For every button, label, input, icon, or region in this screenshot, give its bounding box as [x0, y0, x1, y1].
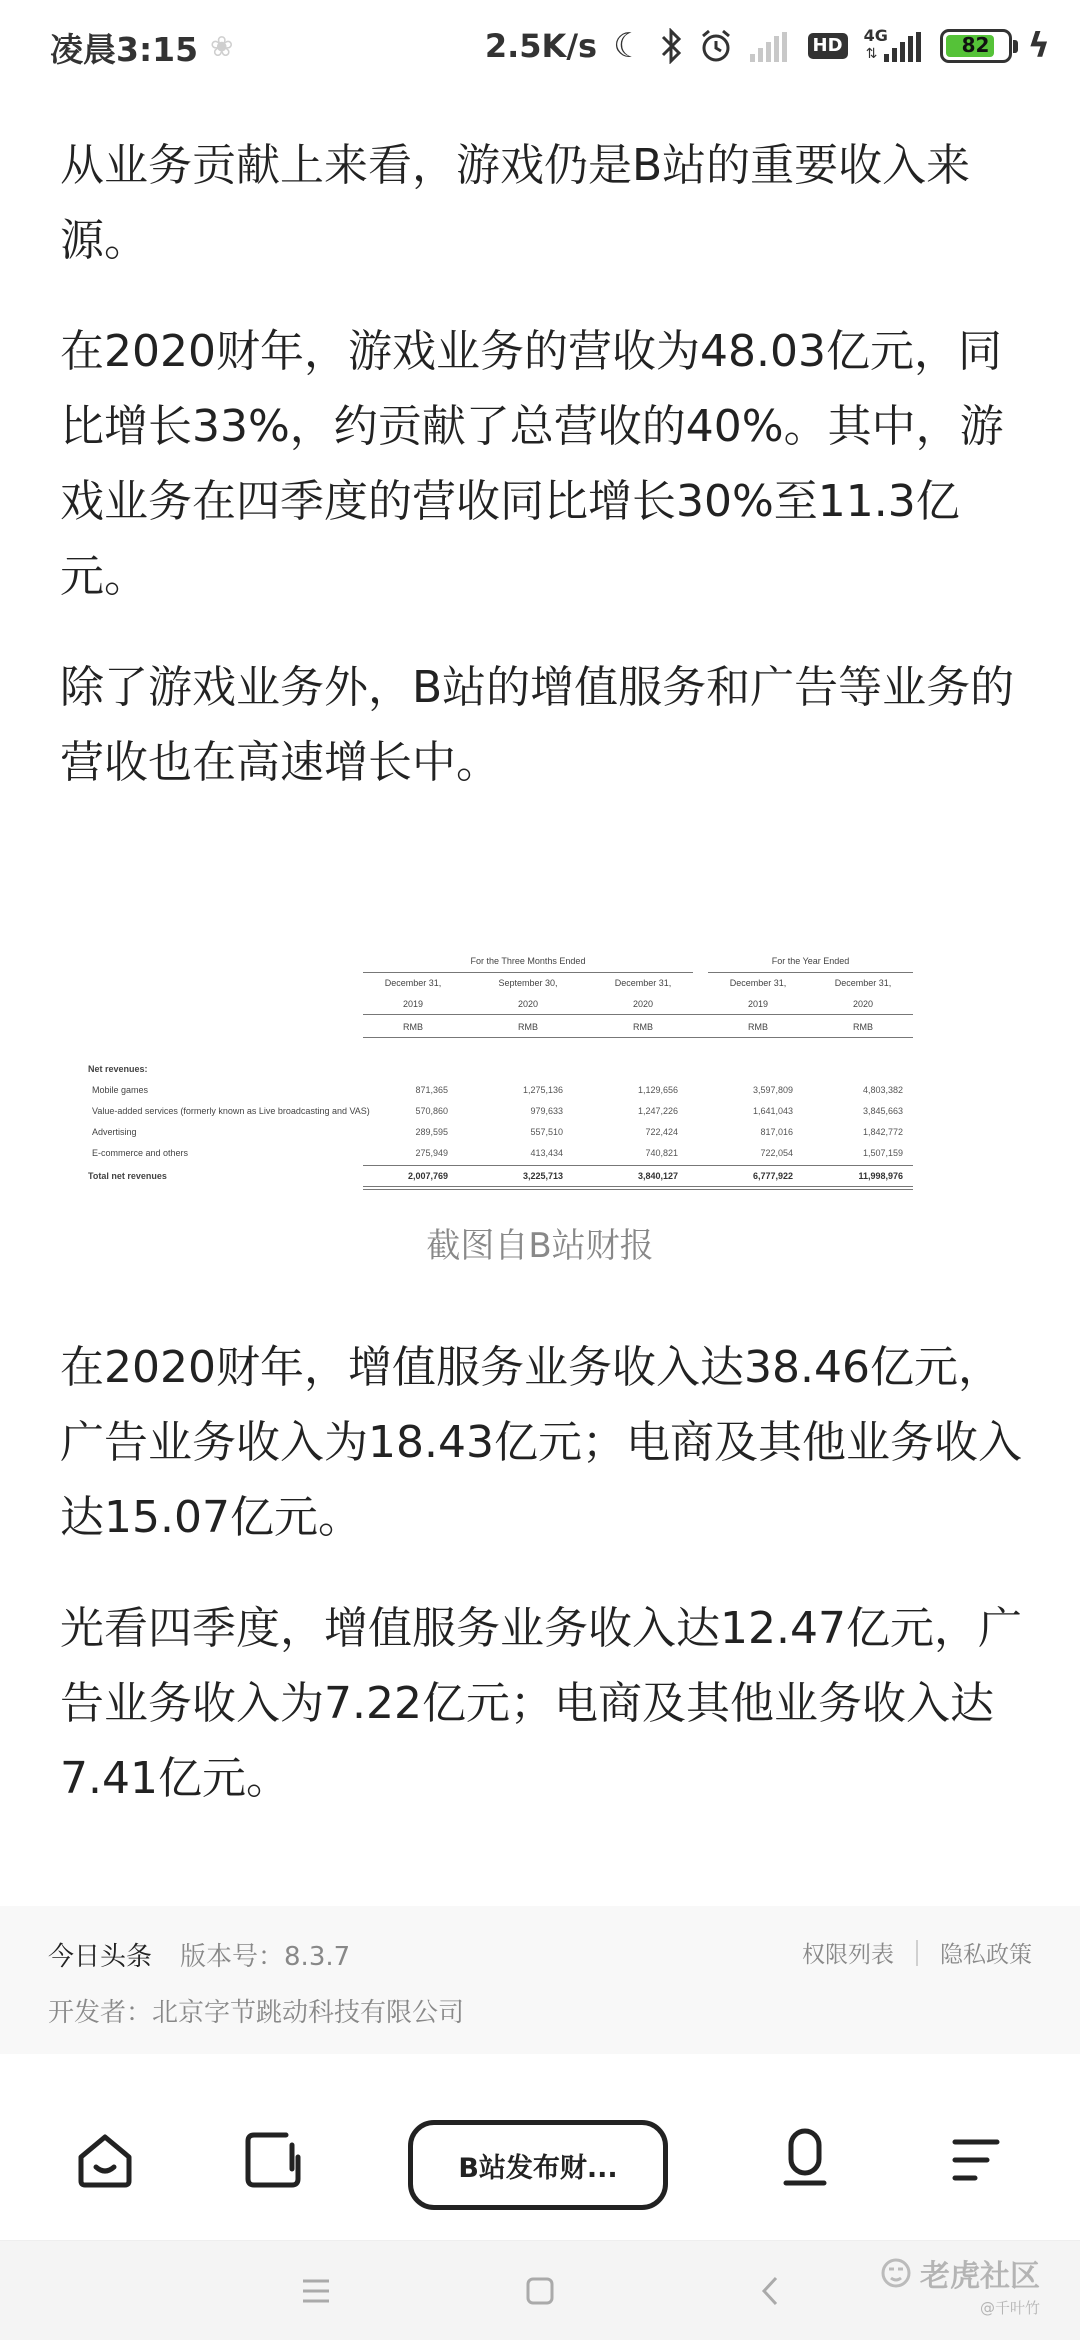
- watermark-brand: 老虎社区: [920, 2259, 1040, 2294]
- search-bar[interactable]: B站发布财...: [408, 2120, 668, 2210]
- table-cell: 3,597,809: [752, 1085, 793, 1095]
- column-unit: RMB: [403, 1022, 423, 1032]
- privacy-link[interactable]: 隐私政策: [940, 1942, 1032, 1968]
- article-paragraph: 在2020财年，游戏业务的营收为48.03亿元，同比增长33%，约贡献了总营收的40%。其中，游戏业务在四季度的营收同比增长30%至11.3亿元。: [60, 326, 1004, 602]
- menu-icon: [947, 2135, 1003, 2185]
- watermark-author: @千叶竹: [979, 2299, 1040, 2317]
- battery-icon: [940, 29, 1012, 63]
- table-cell: 4,803,382: [862, 1085, 903, 1095]
- column-unit: RMB: [748, 1022, 768, 1032]
- network-speed: 2.5K/s: [484, 27, 598, 65]
- table-cell: 289,595: [415, 1127, 448, 1137]
- table-row-label: Advertising: [92, 1127, 137, 1137]
- status-time: 凌晨3:15: [50, 30, 199, 69]
- total-row-label: Total net revenues: [88, 1171, 167, 1181]
- signal-empty-icon: [750, 26, 792, 66]
- column-year: 2020: [517, 999, 539, 1009]
- table-cell: 1,129,656: [637, 1085, 678, 1095]
- status-indicators: [485, 20, 1050, 72]
- column-date: December 31,: [614, 978, 672, 988]
- hd-icon: HD: [808, 33, 848, 59]
- alarm-icon: [698, 28, 734, 64]
- home-square-icon: [525, 2276, 555, 2306]
- table-row-label: Value-added services (formerly known as Live broadcasting and VAS): [92, 1106, 370, 1116]
- back-icon: [758, 2275, 782, 2307]
- column-unit: RMB: [518, 1022, 538, 1032]
- tabs-icon: [242, 2129, 304, 2191]
- recents-button[interactable]: [286, 2265, 346, 2317]
- network-type: 4G: [863, 26, 888, 45]
- charging-icon: ϟ: [1027, 26, 1050, 66]
- article-paragraph: 在2020财年，增值服务业务收入达38.46亿元，广告业务收入为18.43亿元；电商及其他业务收入达15.07亿元。: [60, 1342, 1022, 1543]
- section-label: Net revenues:: [88, 1064, 148, 1074]
- home-icon: [74, 2129, 136, 2191]
- table-cell: 570,860: [415, 1106, 448, 1116]
- status-bar: [0, 0, 1080, 92]
- moon-icon: ☾: [613, 26, 644, 66]
- article-body: [60, 128, 1030, 836]
- column-date: December 31,: [834, 978, 892, 988]
- table-cell: 3,225,713: [522, 1171, 563, 1181]
- system-nav-bar: [0, 2240, 1080, 2340]
- column-year: 2020: [632, 999, 654, 1009]
- table-row-label: Mobile games: [92, 1085, 149, 1095]
- table-cell: 6,777,922: [752, 1171, 793, 1181]
- table-row-label: E-commerce and others: [92, 1148, 189, 1158]
- table-cell: 3,845,663: [862, 1106, 903, 1116]
- column-unit: RMB: [853, 1022, 873, 1032]
- table-cell: 722,424: [645, 1127, 678, 1137]
- column-year: 2019: [402, 999, 424, 1009]
- home-button[interactable]: [63, 2118, 147, 2202]
- app-name: 今日头条: [48, 1942, 153, 1972]
- column-year: 2020: [852, 999, 874, 1009]
- back-button[interactable]: [740, 2265, 800, 2317]
- table-cell: 275,949: [415, 1148, 448, 1158]
- app-version: 版本号：8.3.7: [180, 1942, 351, 1972]
- article-paragraph: 除了游戏业务外，B站的增值服务和广告等业务的营收也在高速增长中。: [60, 662, 1015, 788]
- tiger-logo-icon: [880, 2257, 912, 2289]
- group-header: For the Three Months Ended: [470, 956, 586, 966]
- mic-icon: [780, 2127, 830, 2193]
- tabs-button[interactable]: [231, 2118, 315, 2202]
- bluetooth-icon: [660, 28, 682, 64]
- column-unit: RMB: [633, 1022, 653, 1032]
- revenue-table-image[interactable]: [78, 942, 1013, 1200]
- table-cell: 817,016: [760, 1127, 793, 1137]
- divider: [916, 1940, 918, 1966]
- table-cell: 740,821: [645, 1148, 678, 1158]
- bottom-toolbar: [0, 2070, 1080, 2260]
- column-date: September 30,: [498, 978, 558, 988]
- menu-button[interactable]: [933, 2118, 1017, 2202]
- table-cell: 1,275,136: [522, 1085, 563, 1095]
- table-cell: 722,054: [760, 1148, 793, 1158]
- battery-level: 82: [961, 33, 990, 57]
- flower-icon: ❀: [210, 30, 234, 63]
- table-cell: 2,007,769: [407, 1171, 448, 1181]
- home-nav-button[interactable]: [510, 2265, 570, 2317]
- table-cell: 871,365: [415, 1085, 448, 1095]
- permissions-link[interactable]: 权限列表: [802, 1942, 894, 1968]
- table-cell: 1,247,226: [637, 1106, 678, 1116]
- watermark: [880, 2251, 1040, 2318]
- recents-icon: [301, 2278, 331, 2304]
- table-cell: 3,840,127: [637, 1171, 678, 1181]
- voice-button[interactable]: [763, 2118, 847, 2202]
- image-caption: 截图自B站财报: [426, 1226, 654, 1266]
- table-cell: 1,641,043: [752, 1106, 793, 1116]
- column-date: December 31,: [384, 978, 442, 988]
- signal-4g-icon: 4G ⇅: [864, 26, 924, 66]
- table-cell: 413,434: [530, 1148, 563, 1158]
- article-paragraph: 从业务贡献上来看，游戏仍是B站的重要收入来源。: [60, 140, 971, 266]
- group-header: For the Year Ended: [771, 956, 850, 966]
- article-paragraph: 光看四季度，增值服务业务收入达12.47亿元，广告业务收入为7.22亿元；电商及其他业务收入达7.41亿元。: [60, 1603, 1022, 1804]
- table-cell: 557,510: [530, 1127, 563, 1137]
- table-cell: 1,507,159: [862, 1148, 903, 1158]
- developer-info: 开发者：北京字节跳动科技有限公司: [48, 1998, 465, 2028]
- table-cell: 979,633: [530, 1106, 563, 1116]
- column-date: December 31,: [729, 978, 787, 988]
- column-year: 2019: [747, 999, 769, 1009]
- table-cell: 1,842,772: [862, 1127, 903, 1137]
- table-cell: 11,998,976: [858, 1171, 903, 1181]
- app-info-footer: [0, 1906, 1080, 2054]
- article-body-continued: [60, 1330, 1030, 1852]
